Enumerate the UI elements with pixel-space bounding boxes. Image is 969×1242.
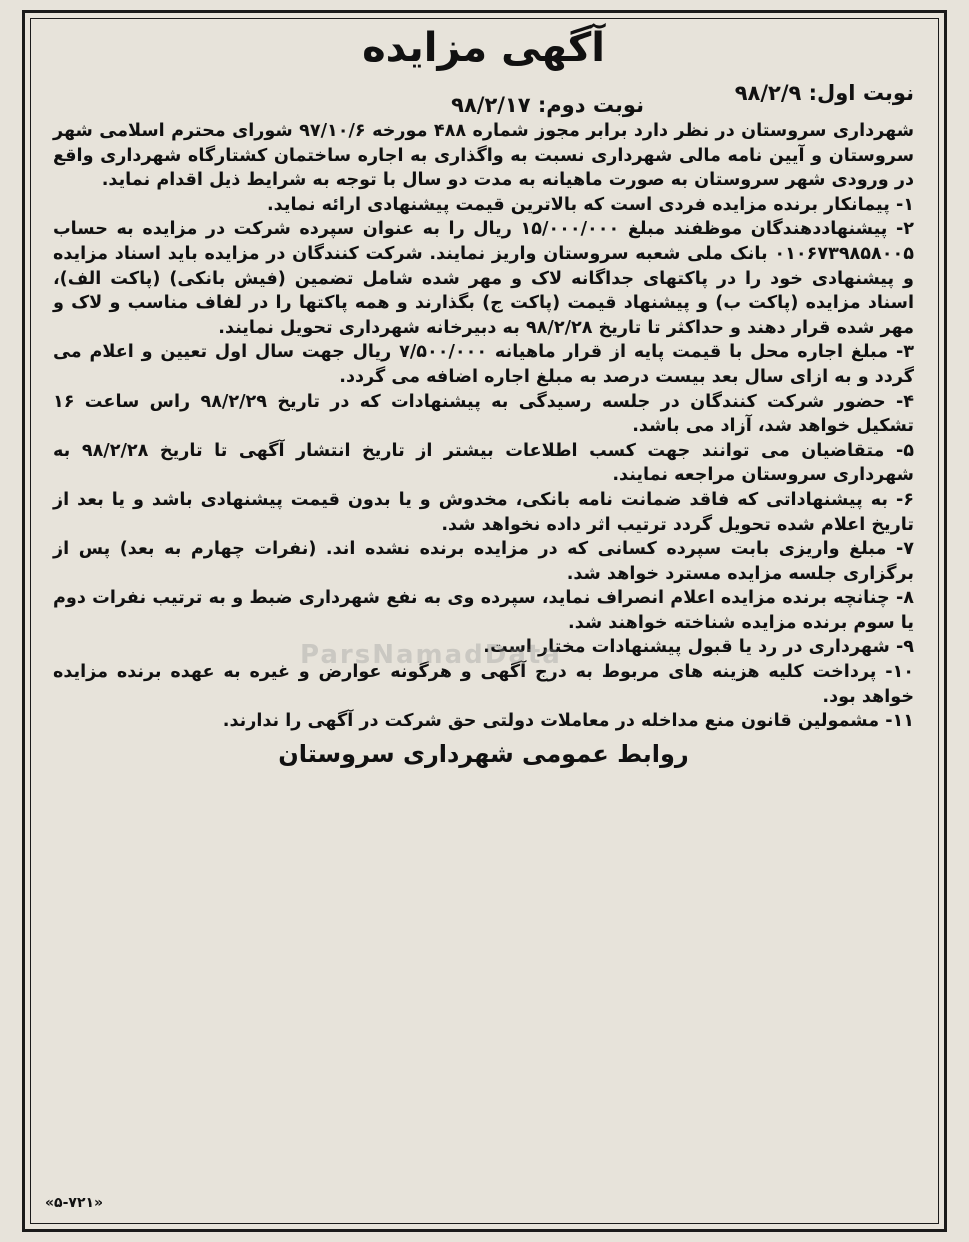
condition-item-8: ۸- چنانچه برنده مزایده اعلام انصراف نماید، سپرده وی به نفع شهرداری ضبط و به ترتیب نفرات دوم یا سوم برنده مزایده شناخته خواهند شد. xyxy=(53,588,914,633)
intro-paragraph: شهرداری سروستان در نظر دارد برابر مجوز شماره ۴۸۸ مورخه ۹۷/۱۰/۶ شورای محترم اسلامی شهر سروستان و آیین نامه مالی شهرداری نسبت به واگذاری به اجاره ساختمان کشتارگاه شهرداری واقع در ورودی شهر سروستان به صورت ماهیانه به مدت دو سال با توجه به شرایط ذیل اقدام نماید. xyxy=(53,121,915,191)
condition-item-2: ۲- پیشنهاددهندگان موظفند مبلغ ۱۵/۰۰۰/۰۰۰ ریال را به عنوان سپرده شرکت در مزایده به حساب ۰۱۰۶۷۳۹۸۵۸۰۰۵ بانک ملی شعبه سروستان واریز نمایند. شرکت کنندگان در مزایده باید اسناد مزایده و پیشنهادی خود را در پاکتهای جداگانه لاک و مهر شده شامل تضمین (فیش بانکی) (پاکت الف)، اسناد مزایده (پاکت ب) و پیشنهاد قیمت (پاکت ج) بگذارند و همه پاکتها را در لفاف مناسب و لاک و مهر شده قرار دهند و حداکثر تا تاریخ ۹۸/۲/۲۸ به دبیرخانه شهرداری تحویل نمایند. xyxy=(53,219,915,338)
notice-code: «۵-۷۲۱» xyxy=(45,1195,104,1211)
condition-item-7: ۷- مبلغ واریزی بابت سپرده کسانی که در مزایده برنده نشده اند. (نفرات چهارم به بعد) پس از برگزاری جلسه مزایده مسترد خواهد شد. xyxy=(53,539,914,584)
condition-item-1: ۱- پیمانکار برنده مزایده فردی است که بالاترین قیمت پیشنهادی ارائه نماید. xyxy=(267,194,914,215)
condition-item-6: ۶- به پیشنهاداتی که فاقد ضمانت نامه بانکی، مخدوش و یا بدون قیمت پیشنهادی باشد و یا بعد از تاریخ اعلام شده تحویل گردد ترتیب اثر داده نخواهد شد. xyxy=(53,489,914,535)
second-round-date: نوبت دوم: ۹۸/۲/۱۷ xyxy=(451,93,644,117)
first-round-date: نوبت اول: ۹۸/۲/۹ xyxy=(734,81,914,105)
notice-title: آگهی مزایده xyxy=(362,25,605,71)
condition-item-3: ۳- مبلغ اجاره محل با قیمت پایه از قرار ماهیانه ۷/۵۰۰/۰۰۰ ریال جهت سال اول تعیین و اعلام می گردد و به ازای سال بعد بیست درصد به مبلغ اجاره اضافه می گردد. xyxy=(53,342,914,387)
condition-item-4: ۴- حضور شرکت کنندگان در جلسه رسیدگی به پیشنهادات که در تاریخ ۹۸/۲/۲۹ راس ساعت ۱۶ تشکیل خواهد شد، آزاد می باشد. xyxy=(53,391,914,437)
condition-item-5: ۵- متقاضیان می توانند جهت کسب اطلاعات بیشتر از تاریخ انتشار آگهی تا تاریخ ۹۸/۲/۲۸ به شهرداری سروستان مراجعه نمایند. xyxy=(53,440,914,486)
condition-item-11: ۱۱- مشمولین قانون منع مداخله در معاملات دولتی حق شرکت در آگهی را ندارند. xyxy=(222,711,914,732)
watermark-text: ParsNamadData xyxy=(300,640,562,670)
condition-item-9: ۹- شهرداری در رد یا قبول پیشنهادات مختار است. xyxy=(483,637,914,658)
condition-item-10: ۱۰- پرداخت کلیه هزینه های مربوط به درج آگهی و هرگونه عوارض و غیره به عهده برنده مزایده خواهد بود. xyxy=(53,662,914,707)
notice-body xyxy=(53,119,914,734)
notice-box xyxy=(30,18,939,1224)
publication-dates xyxy=(53,79,914,119)
signature: روابط عمومی شهرداری سروستان xyxy=(278,739,689,768)
